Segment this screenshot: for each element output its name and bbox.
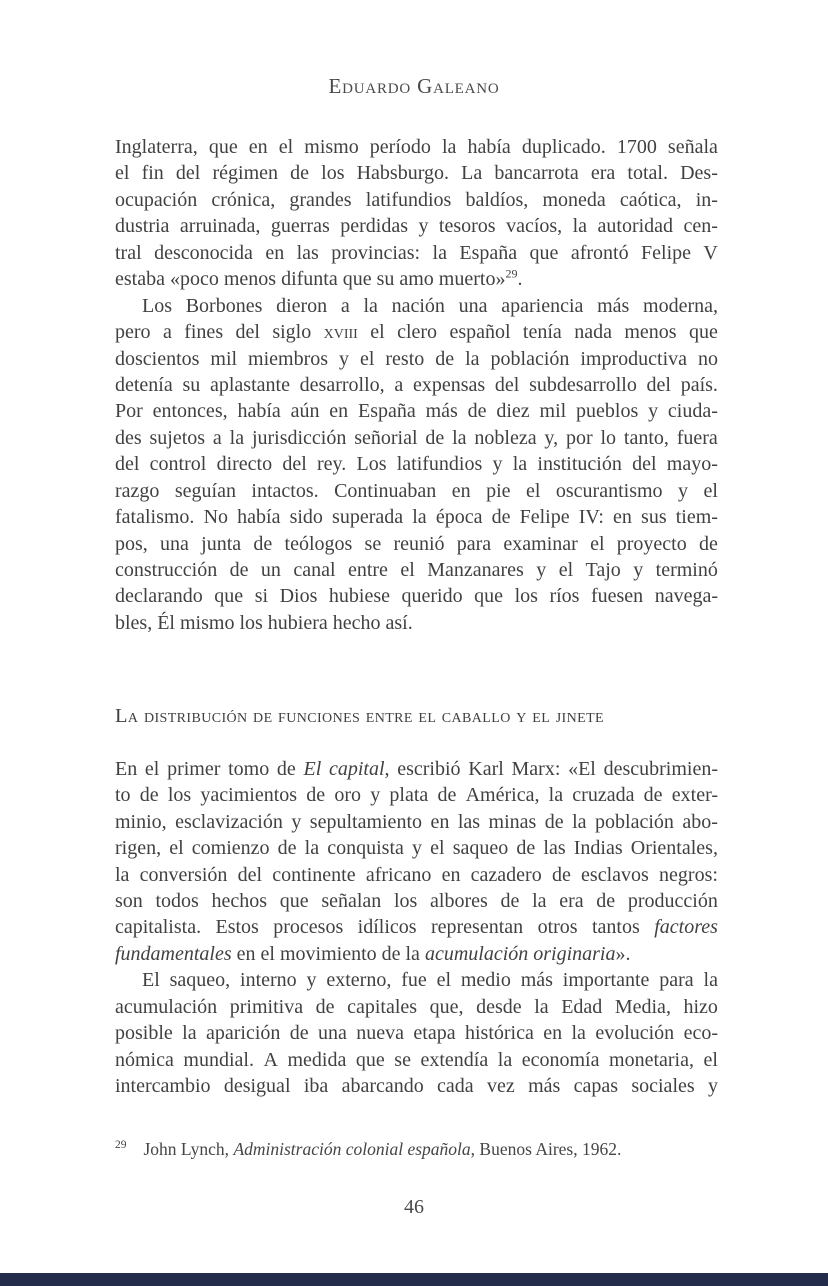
text-line: rigen, el comienzo de la conquista y el saqueo de las Indias Orientales, (115, 837, 718, 860)
text-line: fundamentales en el movimiento de la acumulación originaria». (115, 942, 631, 965)
text-line: razgo seguían intactos. Continuaban en pie el oscurantismo y el (115, 479, 718, 502)
text-line: construcción de un canal entre el Manzanares y el Tajo y terminó (115, 559, 718, 581)
text-line: El saqueo, interno y externo, fue el medio más importante para la (142, 969, 718, 992)
text-line: pos, una junta de teólogos se reunió para examinar el proyecto de (115, 532, 718, 555)
footnote-marker: 29 (115, 1139, 127, 1152)
text-line: En el primer tomo de El capital, escribió Karl Marx: «El descubrimien- (115, 757, 718, 780)
text-line: capitalista. Estos procesos idílicos representan otros tantos factores (115, 916, 718, 939)
bottom-bar (0, 1273, 828, 1286)
page-number: 46 (404, 1196, 424, 1218)
text-line: son todos hechos que señalan los albores de la era de producción (115, 889, 718, 912)
running-header: Eduardo Galeano (328, 74, 500, 98)
text-line: detenía su aplastante desarrollo, a expensas del subdesarrollo del país. (115, 373, 718, 396)
paragraph (115, 967, 718, 1099)
text-line: Inglaterra, que en el mismo período la había duplicado. 1700 señala (115, 136, 718, 158)
section-heading: La distribución de funciones entre el caballo y el jinete (115, 705, 604, 728)
text-line: Los Borbones dieron a la nación una apariencia más moderna, (142, 294, 718, 317)
text-line: pero a fines del siglo xviii el clero español tenía nada menos que (115, 321, 718, 344)
text-line: doscientos mil miembros y el resto de la población improductiva no (115, 347, 718, 370)
text-column (115, 134, 718, 1099)
paragraph (115, 134, 718, 293)
text-line: posible la aparición de una nueva etapa histórica en la evolución eco- (115, 1022, 718, 1045)
text-line: tral desconocida en las provincias: la España que afrontó Felipe V (115, 241, 718, 264)
text-line: la conversión del continente africano en cazadero de esclavos negros: (115, 863, 718, 886)
footnote (115, 1138, 718, 1160)
paragraph (115, 756, 718, 968)
text-line: minio, esclavización y sepultamiento en las minas de la población abo- (115, 810, 718, 833)
footnote-text: John Lynch, Administración colonial española, Buenos Aires, 1962. (143, 1139, 622, 1159)
text-line: el fin del régimen de los Habsburgo. La bancarrota era total. Des- (115, 162, 718, 185)
text-line: nómica mundial. A medida que se extendía la economía monetaria, el (115, 1048, 718, 1071)
text-line: fatalismo. No había sido superada la época de Felipe IV: en sus tiem- (115, 506, 718, 529)
text-line: bles, Él mismo los hubiera hecho así. (115, 611, 413, 634)
text-line: ocupación crónica, grandes latifundios baldíos, moneda caótica, in- (115, 188, 718, 211)
text-line: Por entonces, había aún en España más de diez mil pueblos y ciuda- (115, 400, 718, 423)
text-line: acumulación primitiva de capitales que, desde la Edad Media, hizo (115, 995, 718, 1018)
text-line: to de los yacimientos de oro y plata de América, la cruzada de exter- (115, 784, 718, 807)
text-line: intercambio desigual iba abarcando cada vez más capas sociales y (115, 1075, 718, 1098)
text-line: del control directo del rey. Los latifundios y la institución del mayo- (115, 453, 718, 476)
text-line: declarando que si Dios hubiese querido que los ríos fuesen navega- (115, 585, 718, 608)
text-line: estaba «poco menos difunta que su amo muerto»$^{29}$. (115, 266, 523, 291)
paragraph (115, 293, 718, 637)
text-line: dustria arruinada, guerras perdidas y tesoros vacíos, la autoridad cen- (115, 215, 718, 238)
text-line: des sujetos a la jurisdicción señorial de la nobleza y, por lo tanto, fuera (115, 426, 718, 449)
